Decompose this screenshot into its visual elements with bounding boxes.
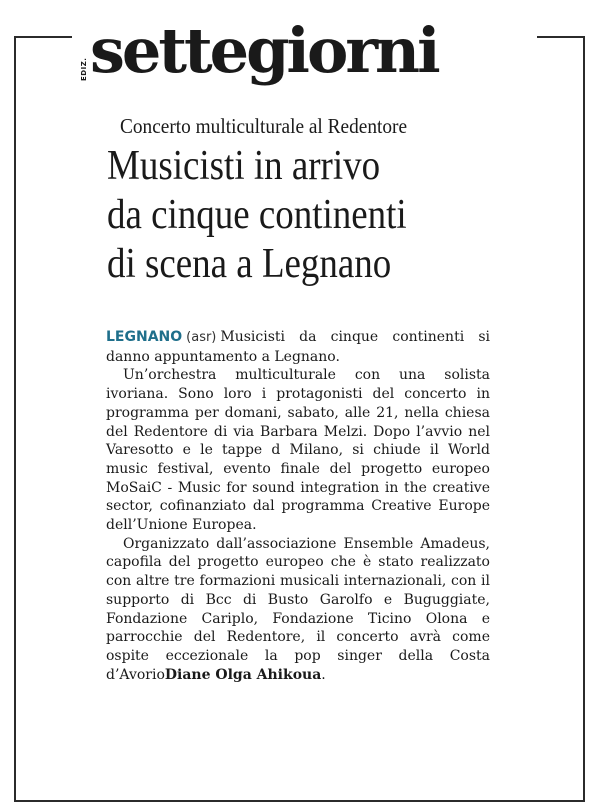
article-paragraph-3-text: Organizzato dall’associazione Ensemble Amadeus, capofila del progetto europeo che è stato realizzato con altre tre formazioni musicali internazionali, con il supporto di Bcc di Busto Garolfo e Buguggiate, Fondazione Cariplo, Fondazione Ticino Olona e parrocchie del Redentore, il concerto avrà come ospite eccezionale la pop singer della Costa d’Avorio [106,535,490,683]
masthead [74,14,534,87]
masthead-edition-label: EDIZ. [80,57,88,81]
masthead-title: settegiorni [90,14,438,87]
article-headline [107,142,407,289]
article-kicker: Concerto multiculturale al Redentore [120,114,408,138]
article-body [106,328,490,684]
article-lead-paragraph [106,328,490,366]
headline-line-3: di scena a Legnano [107,241,392,287]
article-lead-text: Musicisti da cinque continenti si danno appuntamento a Legnano. [106,329,490,365]
article-paragraph-3 [106,535,490,685]
article-byline: (asr) [186,330,217,345]
closing-punctuation: . [321,666,326,683]
headline-line-2: da cinque continenti [107,192,407,238]
article-dateline: LEGNANO [106,329,183,345]
headline-line-1: Musicisti in arrivo [107,143,381,189]
guest-name: Diane Olga Ahikoua [164,666,322,683]
frame-top-left-rule [14,36,72,38]
article-paragraph-2: Un’orchestra multiculturale con una solista ivoriana. Sono loro i protagonisti del concerto in programma per domani, sabato, alle 21, nella chiesa del Redentore di via Barbara Melzi. Dopo l’avvio nel Varesotto e le tappe d Milano, si chiude il World music festival, evento finale del progetto europeo MoSaiC - Music for sound integration in the creative sector, cofinanziato dal programma Creative Europe dell’Unione Europea. [106,367,490,534]
frame-top-right-rule [537,36,585,38]
